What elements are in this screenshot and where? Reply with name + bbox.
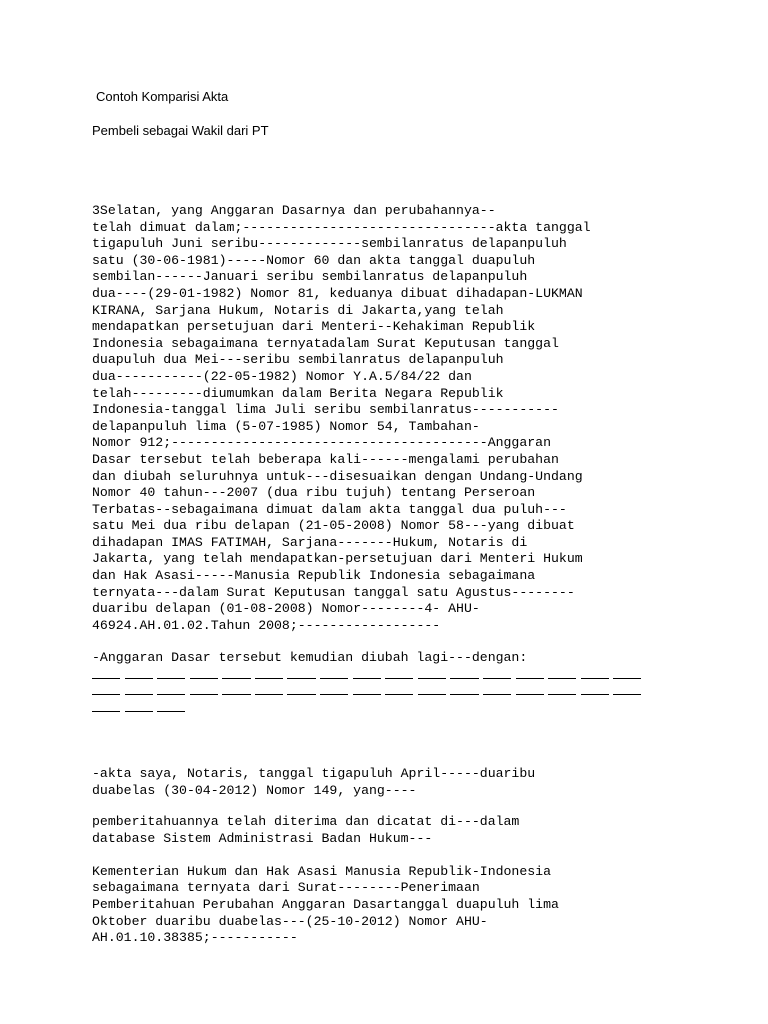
underline-dash [157, 678, 185, 679]
text-line: duaribu delapan (01-08-2008) Nomor--------4- AHU- [92, 601, 480, 617]
text-line: Jakarta, yang telah mendapatkan-persetujuan dari Menteri Hukum [92, 551, 583, 567]
text-line: Indonesia sebagaimana ternyatadalam Surat Keputusan tanggal [92, 335, 559, 351]
text-line: Nomor 40 tahun---2007 (dua ribu tujuh) tentang Perseroan [92, 485, 536, 501]
underline-dash [287, 694, 315, 695]
underline-dash [516, 694, 544, 695]
text-line: duapuluh dua Mei---seribu sembilanratus delapanpuluh [92, 352, 504, 368]
underline-dash [92, 694, 120, 695]
underline-dash [450, 678, 478, 679]
underline-dash [483, 694, 511, 695]
text-line: dan Hak Asasi-----Manusia Republik Indonesia sebagaimana [92, 568, 536, 584]
underline-dash [613, 678, 641, 679]
dash-row [92, 666, 660, 683]
underline-dash [483, 678, 511, 679]
underline-dash [581, 678, 609, 679]
underline-dash [125, 694, 153, 695]
text-line: Terbatas--sebagaimana dimuat dalam akta tanggal dua puluh--- [92, 501, 567, 517]
text-line: database Sistem Administrasi Badan Hukum--- [92, 830, 433, 846]
text-line: satu Mei dua ribu delapan (21-05-2008) Nomor 58---yang dibuat [92, 518, 575, 534]
underline-dash [548, 678, 576, 679]
underline-dash [92, 678, 120, 679]
text-line: pemberitahuannya telah diterima dan dicatat di---dalam [92, 814, 520, 829]
underline-dashes [92, 666, 660, 716]
document-title: Contoh Komparisi Akta [96, 89, 229, 104]
underline-dash [581, 694, 609, 695]
document-subtitle: Pembeli sebagai Wakil dari PT [92, 123, 269, 138]
deed-paragraph-main [92, 203, 591, 634]
underline-dash [92, 711, 120, 712]
text-line: delapanpuluh lima (5-07-1985) Nomor 54, Tambahan- [92, 418, 480, 434]
underline-dash [385, 678, 413, 679]
underline-dash [320, 678, 348, 679]
underline-dash [255, 694, 283, 695]
dash-row [92, 699, 660, 716]
text-line: dan diubah seluruhnya untuk---disesuaikan dengan Undang-Undang [92, 468, 583, 484]
underline-dash [125, 678, 153, 679]
text-line: -Anggaran Dasar tersebut kemudian diubah lagi---dengan: [92, 650, 528, 665]
underline-dash [157, 711, 185, 712]
text-line: AH.01.10.38385;----------- [92, 930, 298, 946]
text-line: mendapatkan persetujuan dari Menteri--Kehakiman Republik [92, 319, 536, 335]
underline-dash [516, 678, 544, 679]
underline-dash [613, 694, 641, 695]
text-line: -akta saya, Notaris, tanggal tigapuluh April-----duaribu [92, 766, 536, 781]
text-line: Nomor 912;----------------------------------------Anggaran [92, 435, 551, 451]
underline-dash [418, 694, 446, 695]
underline-dash [353, 694, 381, 695]
underline-dash [287, 678, 315, 679]
text-line: Dasar tersebut telah beberapa kali------mengalami perubahan [92, 451, 559, 467]
text-line: ternyata---dalam Surat Keputusan tanggal satu Agustus-------- [92, 584, 575, 600]
underline-dash [190, 694, 218, 695]
text-line: dihadapan IMAS FATIMAH, Sarjana-------Hukum, Notaris di [92, 534, 528, 550]
deed-paragraph-notification [92, 814, 559, 947]
text-line: tigapuluh Juni seribu-------------sembilanratus delapanpuluh [92, 236, 567, 252]
text-line: Oktober duaribu duabelas---(25-10-2012) Nomor AHU- [92, 913, 488, 929]
underline-dash [125, 711, 153, 712]
underline-dash [548, 694, 576, 695]
underline-dash [353, 678, 381, 679]
text-line: telah dimuat dalam;--------------------------------akta tanggal [92, 219, 591, 235]
underline-dash [222, 678, 250, 679]
text-line: sebagaimana ternyata dari Surat--------Penerimaan [92, 880, 480, 896]
text-line: Indonesia-tanggal lima Juli seribu sembilanratus----------- [92, 402, 559, 418]
text-line: Kementerian Hukum dan Hak Asasi Manusia Republik-Indonesia [92, 863, 551, 879]
text-line: KIRANA, Sarjana Hukum, Notaris di Jakarta,yang telah [92, 302, 504, 318]
deed-paragraph-notary-act [92, 766, 535, 799]
underline-dash [222, 694, 250, 695]
text-line: duabelas (30-04-2012) Nomor 149, yang---- [92, 782, 417, 798]
text-line: Pemberitahuan Perubahan Anggaran Dasartanggal duapuluh lima [92, 896, 559, 912]
underline-dash [320, 694, 348, 695]
underline-dash [190, 678, 218, 679]
text-line: 46924.AH.01.02.Tahun 2008;------------------ [92, 617, 441, 633]
deed-paragraph-amendment [92, 650, 527, 667]
text-line: satu (30-06-1981)-----Nomor 60 dan akta tanggal duapuluh [92, 252, 536, 268]
underline-dash [450, 694, 478, 695]
underline-dash [418, 678, 446, 679]
underline-dash [385, 694, 413, 695]
text-line: telah---------diumumkan dalam Berita Negara Republik [92, 385, 504, 401]
dash-row [92, 683, 660, 700]
underline-dash [255, 678, 283, 679]
text-line: dua-----------(22-05-1982) Nomor Y.A.5/84/22 dan [92, 368, 472, 384]
underline-dash [157, 694, 185, 695]
text-line: dua----(29-01-1982) Nomor 81, keduanya dibuat dihadapan-LUKMAN [92, 285, 583, 301]
text-line: 3Selatan, yang Anggaran Dasarnya dan perubahannya-- [92, 203, 496, 218]
text-line: sembilan------Januari seribu sembilanratus delapanpuluh [92, 269, 528, 285]
